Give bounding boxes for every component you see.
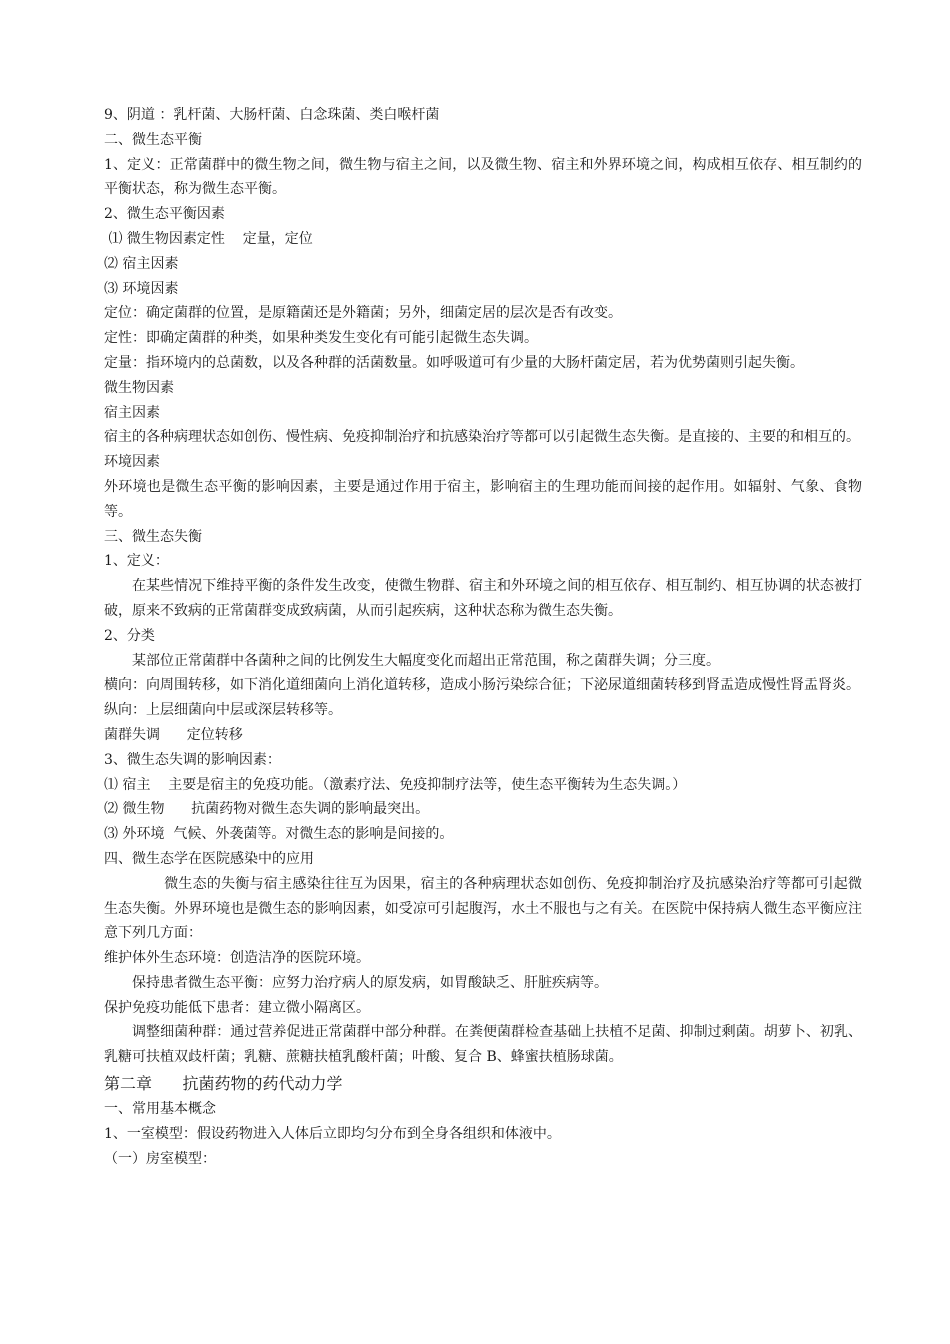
text-line: 3、微生态失调的影响因素： [104,751,281,768]
text-paragraph: 某部位正常菌群中各菌种之间的比例发生大幅度变化而超出正常范围，称之菌群失调；分三度。 [132,652,720,669]
text-paragraph: 微生态的失衡与宿主感染往往互为因果，宿主的各种病理状态如创伤、免疫抑制治疗及抗感染治疗等都可引起微生态失衡。外界环境也是微生态的影响因素，如受凉可引起腹泻，水土不服也与之有关。在医院中保持病人微生态平衡应注意下列几方面： [104,875,862,942]
section-heading: 二、微生态平衡 [104,131,202,148]
text-line: 定位：确定菌群的位置，是原籍菌还是外籍菌；另外，细菌定居的层次是否有改变。 [104,305,622,322]
text-line: （一）房室模型： [104,1150,216,1167]
text-paragraph: 外环境也是微生态平衡的影响因素，主要是通过作用于宿主，影响宿主的生理功能而间接的起作用。如辐射、气象、食物等。 [104,478,862,520]
text-line: 2、分类 [104,627,155,644]
text-line: ⑶ 环境因素 [104,280,179,297]
text-line: 环境因素 [104,454,160,471]
text-line: ⑵ 微生物 抗菌药物对微生态失调的影响最突出。 [104,801,430,818]
section-heading: 四、微生态学在医院感染中的应用 [104,850,314,867]
text-line: ⑵ 宿主因素 [104,255,179,272]
text-line: 定性：即确定菌群的种类，如果种类发生变化有可能引起微生态失调。 [104,330,538,347]
document-page [104,103,862,1171]
text-line: 菌群失调 定位转移 [104,726,243,743]
text-paragraph: 1、定义：正常菌群中的微生物之间，微生物与宿主之间，以及微生物、宿主和外界环境之间，构成相互依存、相互制约的平衡状态，称为微生态平衡。 [104,156,862,198]
text-line: ⑴ 宿主 主要是宿主的免疫功能。（激素疗法、免疫抑制疗法等，使生态平衡转为生态失调。） [104,776,687,793]
text-line: 微生物因素 [104,379,174,396]
text-line: ⑶ 外环境 气候、外袭菌等。对微生态的影响是间接的。 [104,826,454,843]
text-paragraph: 横向：向周围转移，如下消化道细菌向上消化道转移，造成小肠污染综合征；下泌尿道细菌转移到肾盂造成慢性肾盂肾炎。 [104,677,860,694]
text-line: 宿主因素 [104,404,160,421]
text-paragraph: 调整细菌种群：通过营养促进正常菌群中部分种群。在粪便菌群检查基础上扶植不足菌、抑制过剩菌。胡萝卜、初乳、乳糖可扶植双歧杆菌；乳糖、蔗糖扶植乳酸杆菌；叶酸、复合 B、蜂蜜扶植肠球菌。 [104,1024,862,1066]
text-line: 保持患者微生态平衡：应努力治疗病人的原发病，如胃酸缺乏、肝脏疾病等。 [132,974,608,991]
text-line: 纵向：上层细菌向中层或深层转移等。 [104,702,342,719]
text-paragraph: 宿主的各种病理状态如创伤、慢性病、免疫抑制治疗和抗感染治疗等都可以引起微生态失衡。是直接的、主要的和相互的。 [104,429,860,446]
text-line: 1、定义： [104,553,169,570]
text-line: 保护免疫功能低下患者：建立微小隔离区。 [104,999,370,1016]
text-line: 维护体外生态环境：创造洁净的医院环境。 [104,950,370,967]
section-heading: 一、常用基本概念 [104,1101,216,1118]
text-paragraph: 定量：指环境内的总菌数，以及各种群的活菌数量。如呼吸道可有少量的大肠杆菌定居，若为优势菌则引起失衡。 [104,354,804,371]
chapter-heading: 第二章 抗菌药物的药代动力学 [104,1074,343,1094]
text-line: 1、一室模型：假设药物进入人体后立即均匀分布到全身各组织和体液中。 [104,1125,561,1142]
text-line: 9、阴道 ：乳杆菌、大肠杆菌、白念珠菌、类白喉杆菌 [104,107,440,123]
text-line: ⑴ 微生物因素定性 定量，定位 [104,230,313,247]
section-heading: 三、微生态失衡 [104,528,202,545]
text-paragraph: 在某些情况下维持平衡的条件发生改变，使微生物群、宿主和外环境之间的相互依存、相互制约、相互协调的状态被打破，原来不致病的正常菌群变成致病菌，从而引起疾病，这种状态称为微生态失衡。 [104,578,862,619]
text-line: 2、微生态平衡因素 [104,206,225,223]
